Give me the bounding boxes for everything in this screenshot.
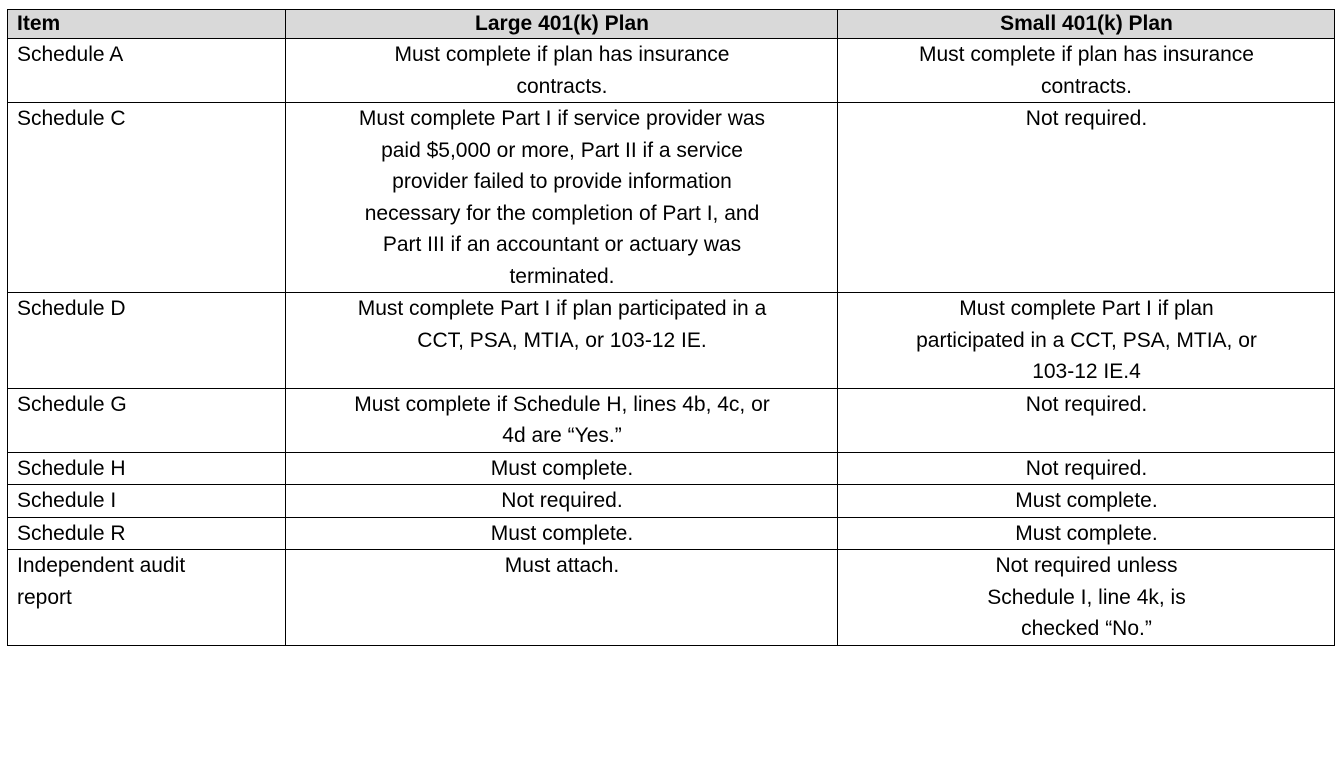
row-item-cell: Schedule A [8, 39, 286, 103]
header-small-plan: Small 401(k) Plan [838, 10, 1335, 39]
row-large-plan-cell: Must complete. [286, 517, 838, 550]
row-large-plan-cell: Must attach. [286, 550, 838, 646]
row-small-plan-cell: Must complete. [838, 517, 1335, 550]
row-large-plan-cell: Not required. [286, 485, 838, 518]
table-row [8, 485, 1335, 518]
table-row [8, 293, 1335, 389]
header-row [8, 10, 1335, 39]
row-small-plan-cell: Not required unless Schedule I, line 4k, is checked “No.” [838, 550, 1335, 646]
header-item: Item [8, 10, 286, 39]
row-small-plan-cell: Not required. [838, 452, 1335, 485]
row-small-plan-cell: Not required. [838, 103, 1335, 293]
row-item-cell: Schedule C [8, 103, 286, 293]
table-row [8, 452, 1335, 485]
row-large-plan-cell: Must complete if plan has insurance contracts. [286, 39, 838, 103]
table-header [8, 10, 1335, 39]
row-large-plan-cell: Must complete. [286, 452, 838, 485]
row-item-cell: Independent audit report [8, 550, 286, 646]
filing-requirements-table [7, 9, 1335, 646]
row-small-plan-cell: Must complete Part I if plan participated in a CCT, PSA, MTIA, or 103-12 IE.4 [838, 293, 1335, 389]
row-large-plan-cell: Must complete if Schedule H, lines 4b, 4c, or 4d are “Yes.” [286, 388, 838, 452]
row-item-cell: Schedule I [8, 485, 286, 518]
row-small-plan-cell: Not required. [838, 388, 1335, 452]
row-small-plan-cell: Must complete if plan has insurance contracts. [838, 39, 1335, 103]
table-row [8, 39, 1335, 103]
table-row [8, 517, 1335, 550]
header-large-plan: Large 401(k) Plan [286, 10, 838, 39]
row-item-cell: Schedule D [8, 293, 286, 389]
table-body [8, 39, 1335, 646]
row-item-cell: Schedule H [8, 452, 286, 485]
row-item-cell: Schedule R [8, 517, 286, 550]
table-row [8, 550, 1335, 646]
row-large-plan-cell: Must complete Part I if service provider was paid $5,000 or more, Part II if a service provider failed to provide information necessary for the completion of Part I, and Part III if an accountant or actuary was terminated. [286, 103, 838, 293]
row-small-plan-cell: Must complete. [838, 485, 1335, 518]
row-item-cell: Schedule G [8, 388, 286, 452]
table-row [8, 388, 1335, 452]
table-row [8, 103, 1335, 293]
row-large-plan-cell: Must complete Part I if plan participated in a CCT, PSA, MTIA, or 103-12 IE. [286, 293, 838, 389]
